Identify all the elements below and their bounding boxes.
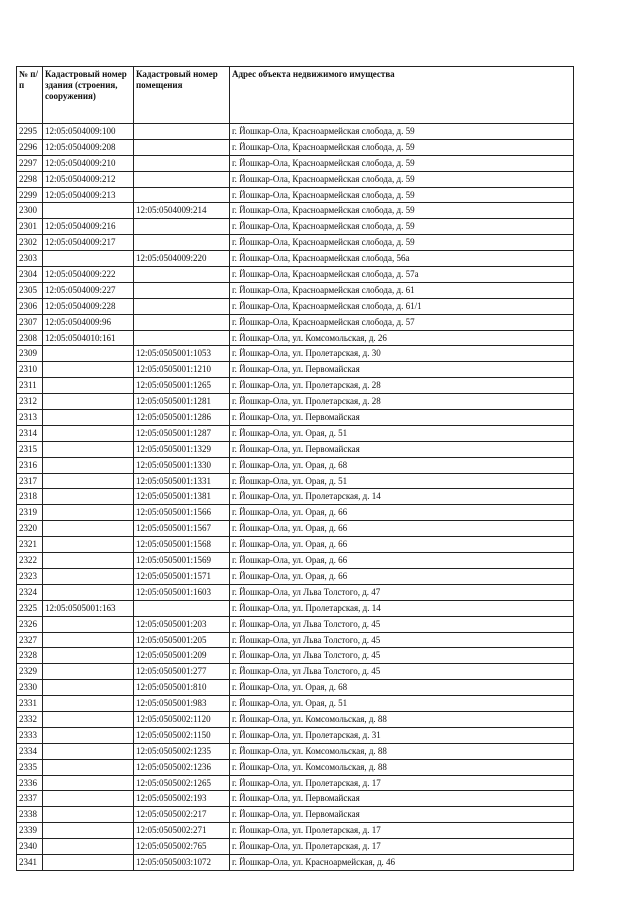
cell-address: г. Йошкар-Ола, ул. Комсомольская, д. 88 xyxy=(230,759,574,775)
cell-premises-cadastral-number xyxy=(134,171,230,187)
cell-building-cadastral-number xyxy=(43,664,134,680)
cell-building-cadastral-number xyxy=(43,410,134,426)
table-row xyxy=(17,410,574,426)
cell-address: г. Йошкар-Ола, ул. Орая, д. 66 xyxy=(230,521,574,537)
cell-premises-cadastral-number: 12:05:0505002:1236 xyxy=(134,759,230,775)
cell-building-cadastral-number xyxy=(43,489,134,505)
cell-row-number: 2317 xyxy=(17,473,43,489)
cell-address: г. Йошкар-Ола, ул Льва Толстого, д. 47 xyxy=(230,584,574,600)
cell-address: г. Йошкар-Ола, ул. Пролетарская, д. 17 xyxy=(230,823,574,839)
cell-premises-cadastral-number: 12:05:0505001:1567 xyxy=(134,521,230,537)
cell-address: г. Йошкар-Ола, ул. Орая, д. 51 xyxy=(230,473,574,489)
cell-premises-cadastral-number: 12:05:0505002:1120 xyxy=(134,711,230,727)
cell-row-number: 2319 xyxy=(17,505,43,521)
cell-building-cadastral-number xyxy=(43,616,134,632)
cell-building-cadastral-number xyxy=(43,378,134,394)
table-row xyxy=(17,616,574,632)
cell-building-cadastral-number xyxy=(43,648,134,664)
cell-premises-cadastral-number: 12:05:0505001:1381 xyxy=(134,489,230,505)
cell-building-cadastral-number xyxy=(43,807,134,823)
cell-row-number: 2325 xyxy=(17,600,43,616)
cell-row-number: 2303 xyxy=(17,251,43,267)
cell-building-cadastral-number xyxy=(43,394,134,410)
cell-premises-cadastral-number: 12:05:0505002:1150 xyxy=(134,727,230,743)
cell-premises-cadastral-number: 12:05:0505001:277 xyxy=(134,664,230,680)
cell-address: г. Йошкар-Ола, ул Льва Толстого, д. 45 xyxy=(230,664,574,680)
cell-premises-cadastral-number: 12:05:0505002:765 xyxy=(134,839,230,855)
cell-premises-cadastral-number: 12:05:0505001:1569 xyxy=(134,553,230,569)
cell-building-cadastral-number xyxy=(43,584,134,600)
header-building-cadastral: Кадастровый номер здания (строения, сооружения) xyxy=(43,67,134,124)
cell-address: г. Йошкар-Ола, ул. Первомайская xyxy=(230,441,574,457)
table-row xyxy=(17,791,574,807)
cell-premises-cadastral-number: 12:05:0505002:193 xyxy=(134,791,230,807)
cell-premises-cadastral-number: 12:05:0505002:217 xyxy=(134,807,230,823)
table-row xyxy=(17,553,574,569)
cell-row-number: 2321 xyxy=(17,537,43,553)
cell-building-cadastral-number xyxy=(43,680,134,696)
cell-building-cadastral-number xyxy=(43,775,134,791)
table-row xyxy=(17,759,574,775)
table-row xyxy=(17,314,574,330)
cell-row-number: 2335 xyxy=(17,759,43,775)
cell-building-cadastral-number: 12:05:0504009:100 xyxy=(43,124,134,140)
cell-building-cadastral-number xyxy=(43,759,134,775)
table-row xyxy=(17,457,574,473)
table-row xyxy=(17,489,574,505)
cell-row-number: 2302 xyxy=(17,235,43,251)
cell-row-number: 2305 xyxy=(17,282,43,298)
cell-premises-cadastral-number: 12:05:0505001:983 xyxy=(134,696,230,712)
cell-building-cadastral-number: 12:05:0504009:96 xyxy=(43,314,134,330)
cell-building-cadastral-number: 12:05:0504009:216 xyxy=(43,219,134,235)
cell-premises-cadastral-number: 12:05:0505001:1571 xyxy=(134,568,230,584)
cell-address: г. Йошкар-Ола, Красноармейская слобода, д. 59 xyxy=(230,139,574,155)
table-row xyxy=(17,251,574,267)
table-row xyxy=(17,378,574,394)
cell-address: г. Йошкар-Ола, ул. Комсомольская, д. 26 xyxy=(230,330,574,346)
cell-premises-cadastral-number: 12:05:0505001:205 xyxy=(134,632,230,648)
cell-row-number: 2332 xyxy=(17,711,43,727)
table-row xyxy=(17,155,574,171)
cell-building-cadastral-number xyxy=(43,203,134,219)
cell-row-number: 2318 xyxy=(17,489,43,505)
table-row xyxy=(17,330,574,346)
cell-row-number: 2314 xyxy=(17,425,43,441)
cell-address: г. Йошкар-Ола, ул. Комсомольская, д. 88 xyxy=(230,711,574,727)
cell-building-cadastral-number: 12:05:0504009:213 xyxy=(43,187,134,203)
cell-premises-cadastral-number: 12:05:0505001:1603 xyxy=(134,584,230,600)
table-row xyxy=(17,219,574,235)
cell-address: г. Йошкар-Ола, Красноармейская слобода, д. 59 xyxy=(230,187,574,203)
cell-address: г. Йошкар-Ола, Красноармейская слобода, д. 59 xyxy=(230,235,574,251)
cell-row-number: 2334 xyxy=(17,743,43,759)
cell-row-number: 2340 xyxy=(17,839,43,855)
cell-premises-cadastral-number: 12:05:0504009:220 xyxy=(134,251,230,267)
property-registry-table xyxy=(16,66,574,871)
cell-building-cadastral-number xyxy=(43,696,134,712)
table-row xyxy=(17,775,574,791)
cell-building-cadastral-number xyxy=(43,854,134,870)
cell-premises-cadastral-number: 12:05:0505001:1281 xyxy=(134,394,230,410)
cell-building-cadastral-number: 12:05:0504010:161 xyxy=(43,330,134,346)
cell-row-number: 2341 xyxy=(17,854,43,870)
cell-address: г. Йошкар-Ола, ул. Первомайская xyxy=(230,807,574,823)
cell-row-number: 2301 xyxy=(17,219,43,235)
cell-row-number: 2320 xyxy=(17,521,43,537)
table-row xyxy=(17,235,574,251)
cell-row-number: 2307 xyxy=(17,314,43,330)
cell-premises-cadastral-number: 12:05:0505001:1265 xyxy=(134,378,230,394)
cell-building-cadastral-number xyxy=(43,346,134,362)
cell-building-cadastral-number: 12:05:0504009:217 xyxy=(43,235,134,251)
cell-row-number: 2310 xyxy=(17,362,43,378)
cell-address: г. Йошкар-Ола, Красноармейская слобода, д. 61/1 xyxy=(230,298,574,314)
cell-address: г. Йошкар-Ола, ул. Пролетарская, д. 28 xyxy=(230,394,574,410)
cell-row-number: 2296 xyxy=(17,139,43,155)
cell-address: г. Йошкар-Ола, Красноармейская слобода, д. 59 xyxy=(230,219,574,235)
cell-premises-cadastral-number xyxy=(134,219,230,235)
cell-premises-cadastral-number xyxy=(134,235,230,251)
table-row xyxy=(17,696,574,712)
cell-address: г. Йошкар-Ола, Красноармейская слобода, 56а xyxy=(230,251,574,267)
cell-address: г. Йошкар-Ола, ул. Пролетарская, д. 17 xyxy=(230,839,574,855)
table-row xyxy=(17,600,574,616)
cell-address: г. Йошкар-Ола, ул. Орая, д. 66 xyxy=(230,568,574,584)
cell-row-number: 2338 xyxy=(17,807,43,823)
table-row xyxy=(17,441,574,457)
cell-address: г. Йошкар-Ола, Красноармейская слобода, д. 59 xyxy=(230,203,574,219)
table-row xyxy=(17,505,574,521)
table-row xyxy=(17,425,574,441)
cell-building-cadastral-number xyxy=(43,425,134,441)
cell-address: г. Йошкар-Ола, Красноармейская слобода, д. 61 xyxy=(230,282,574,298)
cell-address: г. Йошкар-Ола, ул. Пролетарская, д. 14 xyxy=(230,489,574,505)
table-row xyxy=(17,298,574,314)
cell-premises-cadastral-number: 12:05:0505001:209 xyxy=(134,648,230,664)
cell-row-number: 2323 xyxy=(17,568,43,584)
cell-address: г. Йошкар-Ола, ул. Орая, д. 68 xyxy=(230,680,574,696)
header-row-number: № п/п xyxy=(17,67,43,124)
cell-address: г. Йошкар-Ола, ул Льва Толстого, д. 45 xyxy=(230,632,574,648)
table-row xyxy=(17,537,574,553)
cell-row-number: 2313 xyxy=(17,410,43,426)
cell-row-number: 2300 xyxy=(17,203,43,219)
cell-row-number: 2312 xyxy=(17,394,43,410)
cell-premises-cadastral-number: 12:05:0505002:271 xyxy=(134,823,230,839)
cell-premises-cadastral-number xyxy=(134,282,230,298)
cell-building-cadastral-number xyxy=(43,251,134,267)
header-address: Адрес объекта недвижимого имущества xyxy=(230,67,574,124)
cell-premises-cadastral-number: 12:05:0504009:214 xyxy=(134,203,230,219)
cell-building-cadastral-number xyxy=(43,791,134,807)
table-row xyxy=(17,473,574,489)
table-row xyxy=(17,664,574,680)
cell-address: г. Йошкар-Ола, ул. Красноармейская, д. 46 xyxy=(230,854,574,870)
cell-premises-cadastral-number: 12:05:0505001:1053 xyxy=(134,346,230,362)
table-row xyxy=(17,362,574,378)
cell-building-cadastral-number xyxy=(43,839,134,855)
cell-row-number: 2339 xyxy=(17,823,43,839)
cell-address: г. Йошкар-Ола, Красноармейская слобода, д. 57а xyxy=(230,267,574,283)
cell-address: г. Йошкар-Ола, Красноармейская слобода, д. 59 xyxy=(230,155,574,171)
cell-premises-cadastral-number xyxy=(134,267,230,283)
cell-row-number: 2308 xyxy=(17,330,43,346)
cell-building-cadastral-number xyxy=(43,521,134,537)
cell-row-number: 2329 xyxy=(17,664,43,680)
cell-address: г. Йошкар-Ола, ул. Орая, д. 66 xyxy=(230,537,574,553)
cell-address: г. Йошкар-Ола, ул. Орая, д. 68 xyxy=(230,457,574,473)
cell-address: г. Йошкар-Ола, ул. Первомайская xyxy=(230,410,574,426)
header-premises-cadastral: Кадастровый номер помещения xyxy=(134,67,230,124)
cell-row-number: 2304 xyxy=(17,267,43,283)
cell-premises-cadastral-number: 12:05:0505001:203 xyxy=(134,616,230,632)
table-row xyxy=(17,203,574,219)
cell-premises-cadastral-number: 12:05:0505002:1235 xyxy=(134,743,230,759)
cell-premises-cadastral-number: 12:05:0505002:1265 xyxy=(134,775,230,791)
cell-row-number: 2333 xyxy=(17,727,43,743)
cell-premises-cadastral-number xyxy=(134,155,230,171)
cell-address: г. Йошкар-Ола, ул. Орая, д. 51 xyxy=(230,696,574,712)
cell-row-number: 2337 xyxy=(17,791,43,807)
cell-address: г. Йошкар-Ола, ул Льва Толстого, д. 45 xyxy=(230,616,574,632)
cell-building-cadastral-number xyxy=(43,441,134,457)
cell-premises-cadastral-number: 12:05:0505001:1331 xyxy=(134,473,230,489)
cell-address: г. Йошкар-Ола, Красноармейская слобода, д. 57 xyxy=(230,314,574,330)
cell-building-cadastral-number xyxy=(43,457,134,473)
cell-address: г. Йошкар-Ола, ул. Пролетарская, д. 14 xyxy=(230,600,574,616)
table-row xyxy=(17,521,574,537)
cell-row-number: 2311 xyxy=(17,378,43,394)
cell-row-number: 2327 xyxy=(17,632,43,648)
table-row xyxy=(17,727,574,743)
cell-row-number: 2309 xyxy=(17,346,43,362)
table-row xyxy=(17,839,574,855)
table-row xyxy=(17,711,574,727)
table-row xyxy=(17,346,574,362)
cell-row-number: 2326 xyxy=(17,616,43,632)
cell-address: г. Йошкар-Ола, Красноармейская слобода, д. 59 xyxy=(230,124,574,140)
cell-row-number: 2316 xyxy=(17,457,43,473)
table-row xyxy=(17,394,574,410)
cell-premises-cadastral-number: 12:05:0505001:810 xyxy=(134,680,230,696)
cell-building-cadastral-number xyxy=(43,553,134,569)
table-row xyxy=(17,807,574,823)
cell-building-cadastral-number xyxy=(43,473,134,489)
cell-address: г. Йошкар-Ола, ул. Комсомольская, д. 88 xyxy=(230,743,574,759)
cell-premises-cadastral-number: 12:05:0505001:1286 xyxy=(134,410,230,426)
cell-row-number: 2336 xyxy=(17,775,43,791)
cell-premises-cadastral-number: 12:05:0505003:1072 xyxy=(134,854,230,870)
cell-building-cadastral-number xyxy=(43,823,134,839)
table-row xyxy=(17,680,574,696)
cell-building-cadastral-number: 12:05:0504009:212 xyxy=(43,171,134,187)
table-row xyxy=(17,584,574,600)
table-row xyxy=(17,854,574,870)
cell-premises-cadastral-number xyxy=(134,124,230,140)
cell-address: г. Йошкар-Ола, ул. Первомайская xyxy=(230,791,574,807)
cell-address: г. Йошкар-Ола, ул. Пролетарская, д. 30 xyxy=(230,346,574,362)
table-row xyxy=(17,171,574,187)
cell-address: г. Йошкар-Ола, ул. Пролетарская, д. 31 xyxy=(230,727,574,743)
cell-premises-cadastral-number: 12:05:0505001:1329 xyxy=(134,441,230,457)
cell-building-cadastral-number xyxy=(43,568,134,584)
table-row xyxy=(17,124,574,140)
cell-premises-cadastral-number: 12:05:0505001:1210 xyxy=(134,362,230,378)
cell-building-cadastral-number xyxy=(43,632,134,648)
table-row xyxy=(17,139,574,155)
cell-row-number: 2315 xyxy=(17,441,43,457)
cell-row-number: 2306 xyxy=(17,298,43,314)
cell-address: г. Йошкар-Ола, ул. Орая, д. 66 xyxy=(230,505,574,521)
cell-premises-cadastral-number xyxy=(134,139,230,155)
cell-building-cadastral-number xyxy=(43,505,134,521)
cell-premises-cadastral-number: 12:05:0505001:1330 xyxy=(134,457,230,473)
cell-building-cadastral-number xyxy=(43,727,134,743)
table-row xyxy=(17,823,574,839)
cell-premises-cadastral-number xyxy=(134,298,230,314)
cell-address: г. Йошкар-Ола, ул. Орая, д. 51 xyxy=(230,425,574,441)
cell-building-cadastral-number: 12:05:0504009:210 xyxy=(43,155,134,171)
cell-premises-cadastral-number: 12:05:0505001:1566 xyxy=(134,505,230,521)
cell-address: г. Йошкар-Ола, ул. Орая, д. 66 xyxy=(230,553,574,569)
cell-building-cadastral-number: 12:05:0504009:228 xyxy=(43,298,134,314)
cell-row-number: 2295 xyxy=(17,124,43,140)
cell-building-cadastral-number xyxy=(43,362,134,378)
cell-premises-cadastral-number xyxy=(134,600,230,616)
cell-row-number: 2297 xyxy=(17,155,43,171)
cell-premises-cadastral-number xyxy=(134,314,230,330)
cell-premises-cadastral-number xyxy=(134,187,230,203)
cell-row-number: 2322 xyxy=(17,553,43,569)
cell-row-number: 2330 xyxy=(17,680,43,696)
cell-address: г. Йошкар-Ола, Красноармейская слобода, д. 59 xyxy=(230,171,574,187)
cell-building-cadastral-number: 12:05:0504009:222 xyxy=(43,267,134,283)
table-row xyxy=(17,187,574,203)
cell-premises-cadastral-number: 12:05:0505001:1568 xyxy=(134,537,230,553)
cell-building-cadastral-number: 12:05:0504009:227 xyxy=(43,282,134,298)
cell-row-number: 2328 xyxy=(17,648,43,664)
cell-address: г. Йошкар-Ола, ул. Пролетарская, д. 28 xyxy=(230,378,574,394)
cell-premises-cadastral-number: 12:05:0505001:1287 xyxy=(134,425,230,441)
cell-row-number: 2324 xyxy=(17,584,43,600)
cell-building-cadastral-number: 12:05:0505001:163 xyxy=(43,600,134,616)
cell-address: г. Йошкар-Ола, ул Льва Толстого, д. 45 xyxy=(230,648,574,664)
cell-row-number: 2298 xyxy=(17,171,43,187)
cell-building-cadastral-number xyxy=(43,743,134,759)
table-row xyxy=(17,568,574,584)
cell-address: г. Йошкар-Ола, ул. Первомайская xyxy=(230,362,574,378)
table-row xyxy=(17,282,574,298)
cell-premises-cadastral-number xyxy=(134,330,230,346)
cell-building-cadastral-number xyxy=(43,711,134,727)
table-header-row xyxy=(17,67,574,124)
table-row xyxy=(17,267,574,283)
table-row xyxy=(17,648,574,664)
cell-building-cadastral-number: 12:05:0504009:208 xyxy=(43,139,134,155)
cell-address: г. Йошкар-Ола, ул. Пролетарская, д. 17 xyxy=(230,775,574,791)
table-row xyxy=(17,632,574,648)
table-row xyxy=(17,743,574,759)
cell-row-number: 2299 xyxy=(17,187,43,203)
cell-row-number: 2331 xyxy=(17,696,43,712)
cell-building-cadastral-number xyxy=(43,537,134,553)
